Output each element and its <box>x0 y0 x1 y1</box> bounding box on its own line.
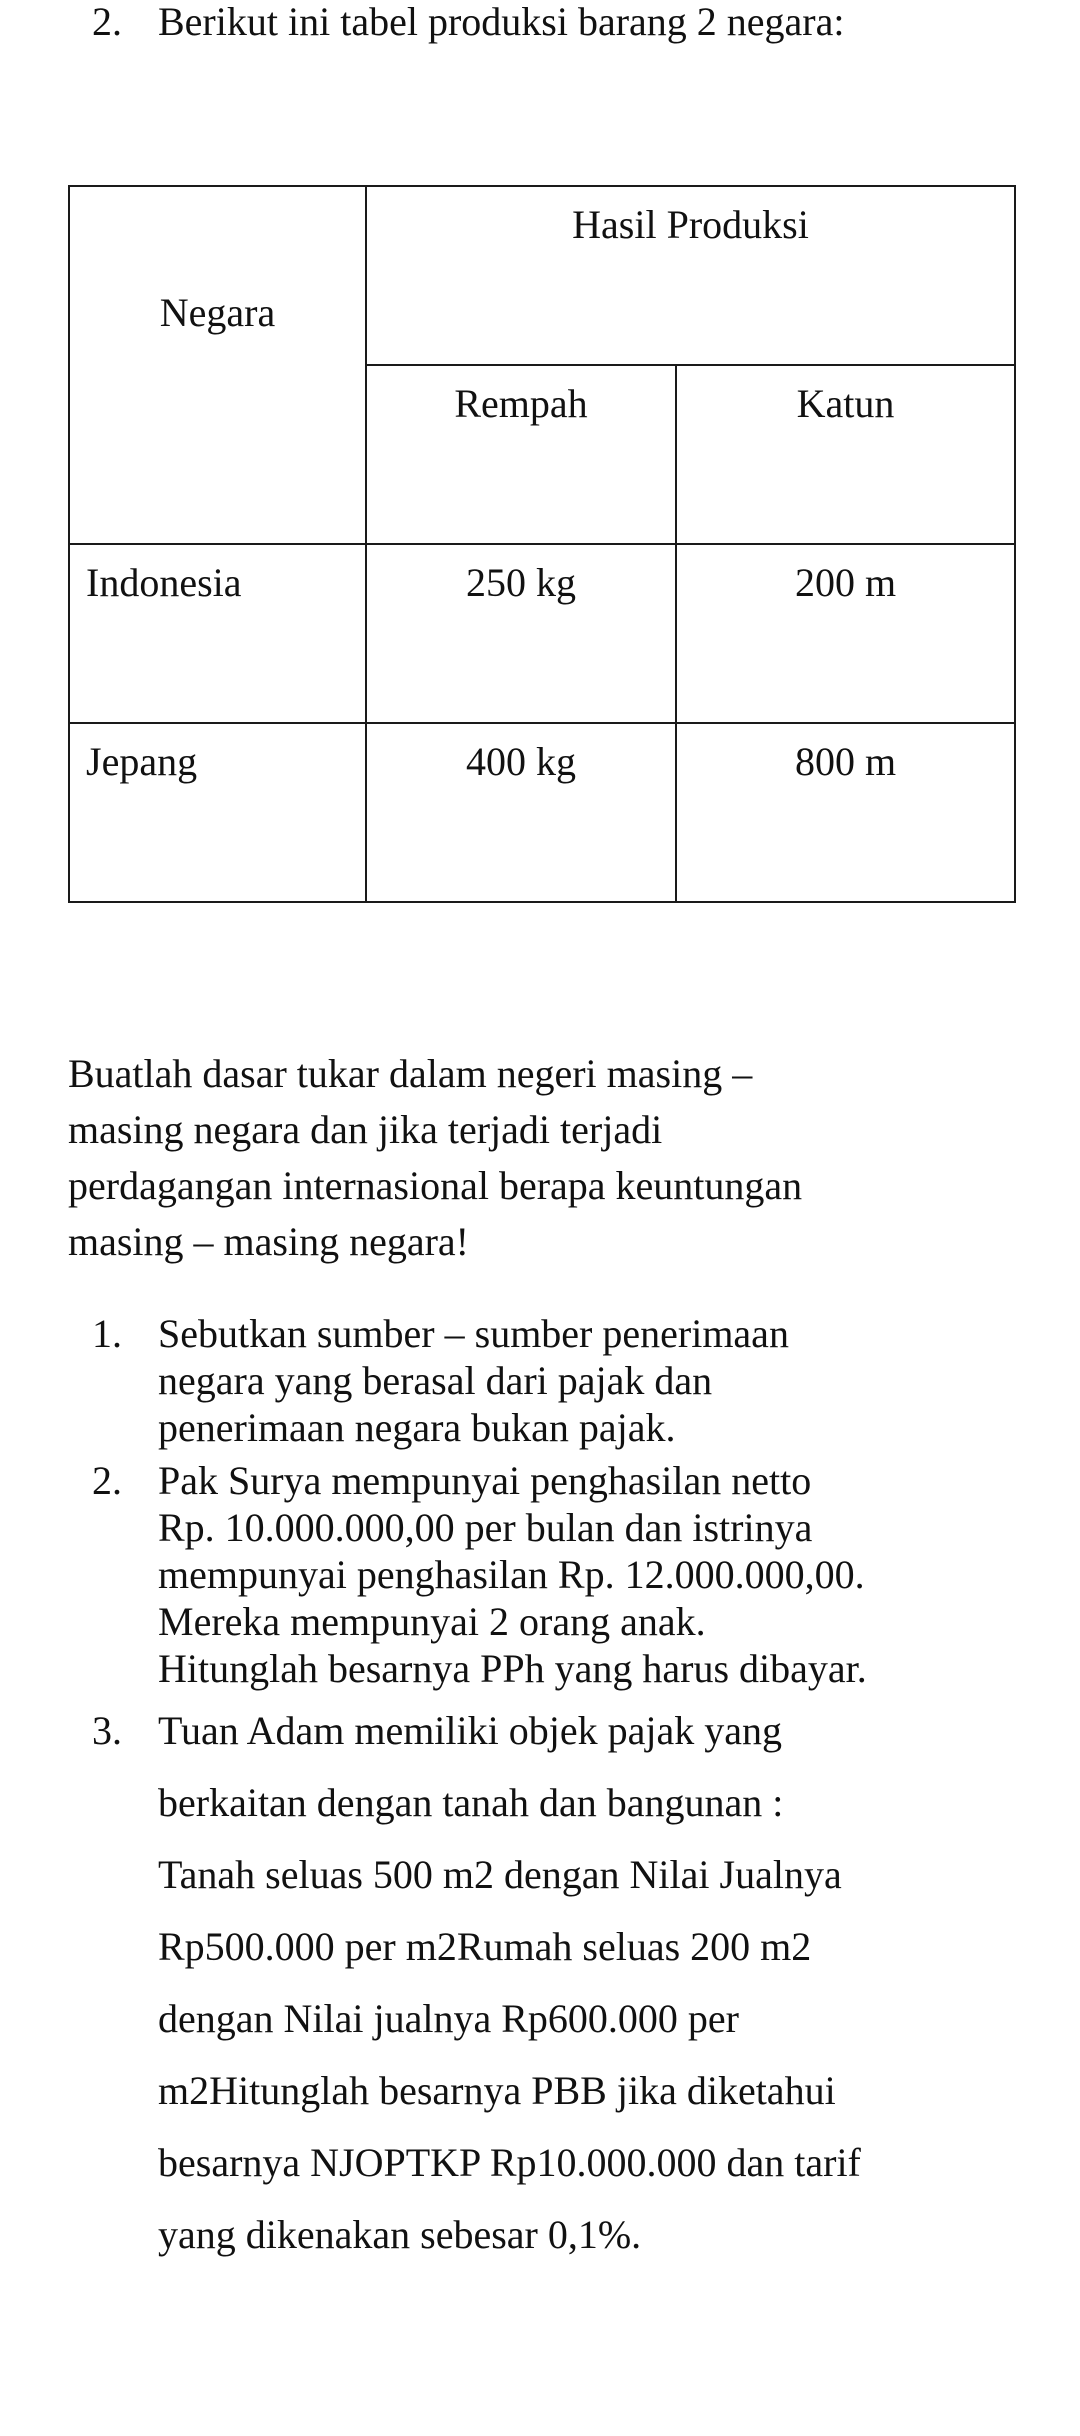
question-line: Mereka mempunyai 2 orang anak. <box>158 1599 706 1644</box>
header-group-label: Hasil Produksi <box>572 202 809 247</box>
header-country-label: Negara <box>159 290 276 335</box>
table-row <box>69 544 1015 723</box>
country-name: Indonesia <box>86 560 242 605</box>
instruction-line: Buatlah dasar tukar dalam negeri masing – <box>68 1051 753 1096</box>
question-line: Tuan Adam memiliki objek pajak yang <box>158 1708 783 1753</box>
question-number: 1. <box>92 1311 122 1356</box>
question-top-text: Berikut ini tabel produksi barang 2 negara: <box>158 0 845 44</box>
cell-rempah <box>366 723 676 902</box>
question-line: Rp500.000 per m2Rumah seluas 200 m2 <box>158 1924 812 1969</box>
question-top-number: 2. <box>92 0 122 44</box>
question-line: penerimaan negara bukan pajak. <box>158 1405 676 1450</box>
question-line: mempunyai penghasilan Rp. 12.000.000,00. <box>158 1552 865 1597</box>
header-katun-label: Katun <box>796 381 895 426</box>
header-cell-katun <box>676 365 1015 544</box>
rempah-value: 250 kg <box>466 560 576 605</box>
cell-country <box>69 723 366 902</box>
instruction-line: masing – masing negara! <box>68 1219 469 1264</box>
question-line: berkaitan dengan tanah dan bangunan : <box>158 1780 784 1825</box>
header-cell-country <box>69 186 366 544</box>
cell-katun <box>676 544 1015 723</box>
question-line: Rp. 10.000.000,00 per bulan dan istrinya <box>158 1505 813 1550</box>
question-number: 2. <box>92 1458 122 1503</box>
question-line: m2Hitunglah besarnya PBB jika diketahui <box>158 2068 836 2113</box>
table-row <box>69 723 1015 902</box>
header-cell-group <box>366 186 1015 365</box>
cell-rempah <box>366 544 676 723</box>
katun-value: 200 m <box>794 560 897 605</box>
question-line: Hitunglah besarnya PPh yang harus dibayar. <box>158 1646 867 1691</box>
katun-value: 800 m <box>794 739 897 784</box>
question-line: Pak Surya mempunyai penghasilan netto <box>158 1458 812 1503</box>
cell-katun <box>676 723 1015 902</box>
country-name: Jepang <box>86 739 198 784</box>
production-table <box>68 185 1016 903</box>
instruction-line: masing negara dan jika terjadi terjadi <box>68 1107 663 1152</box>
question-number: 3. <box>92 1708 122 1753</box>
question-line: yang dikenakan sebesar 0,1%. <box>158 2212 642 2257</box>
question-line: Sebutkan sumber – sumber penerimaan <box>158 1311 789 1356</box>
question-line: negara yang berasal dari pajak dan <box>158 1358 713 1403</box>
header-cell-rempah <box>366 365 676 544</box>
cell-country <box>69 544 366 723</box>
question-line: besarnya NJOPTKP Rp10.000.000 dan tarif <box>158 2140 861 2185</box>
rempah-value: 400 kg <box>466 739 576 784</box>
instruction-line: perdagangan internasional berapa keuntungan <box>68 1163 803 1208</box>
table-header-row <box>69 186 1015 365</box>
header-rempah-label: Rempah <box>454 381 588 426</box>
question-line: Tanah seluas 500 m2 dengan Nilai Jualnya <box>158 1852 842 1897</box>
question-line: dengan Nilai jualnya Rp600.000 per <box>158 1996 739 2041</box>
